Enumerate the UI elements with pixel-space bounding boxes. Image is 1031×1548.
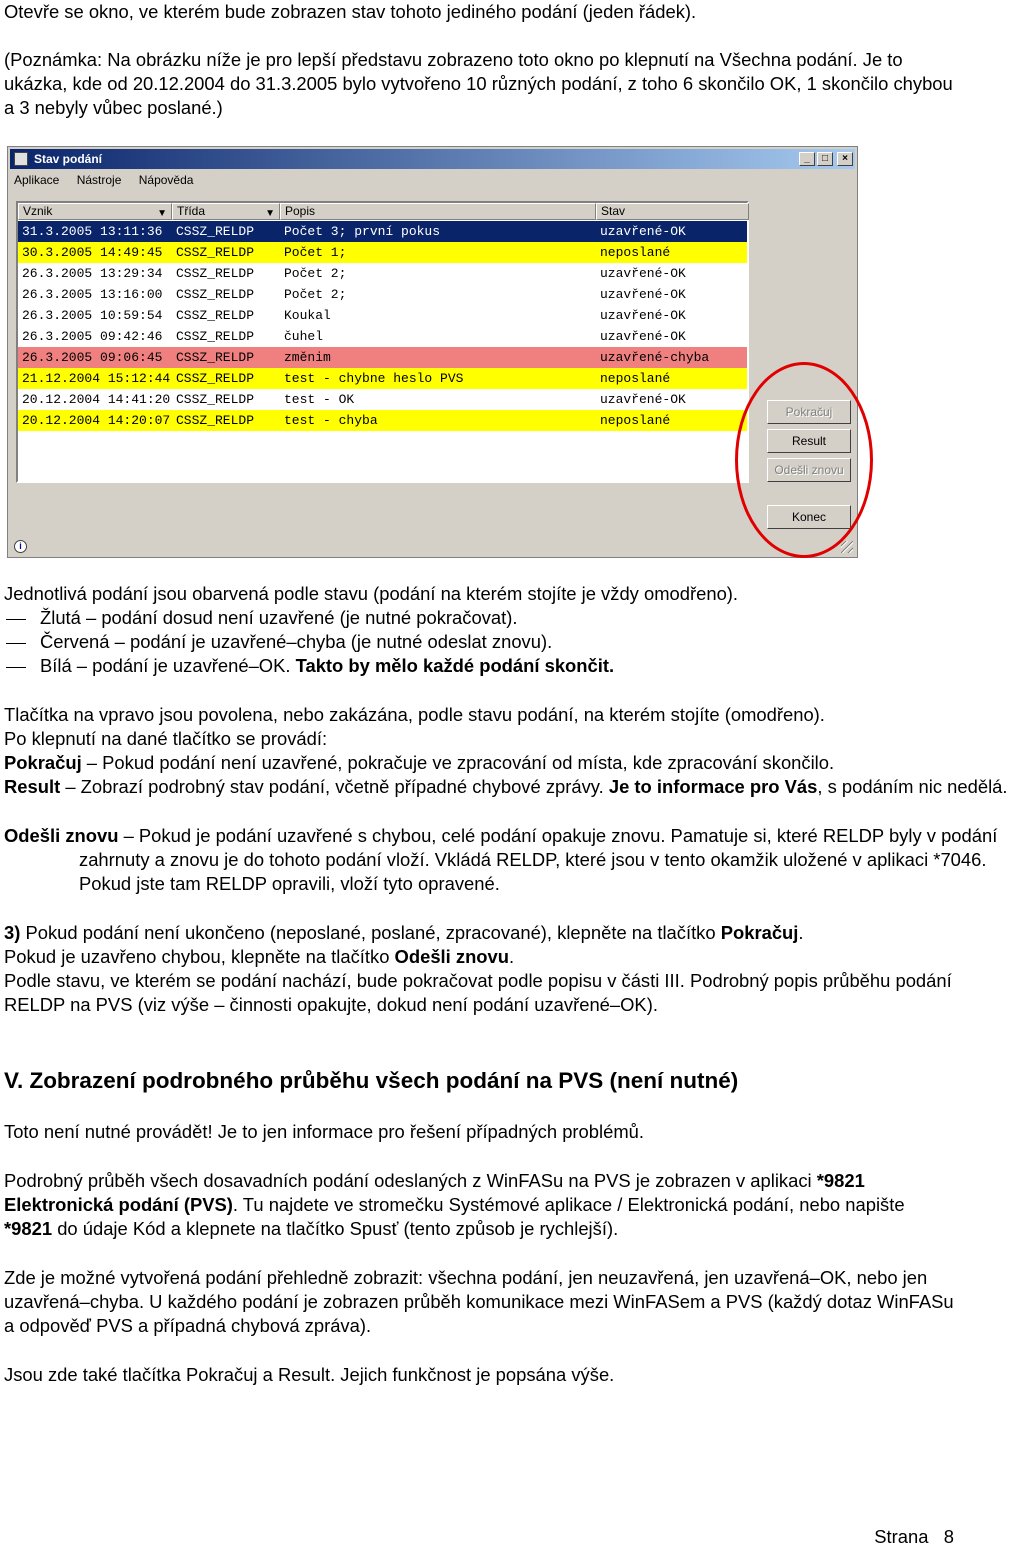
step3-line3: Podle stavu, ve kterém se podání nachází, bude pokračovat podle popisu v části III. Podrobný popis průběhu podání RELDP na PVS (viz výše – činnosti opakujte, dokud není podání uzavřené–OK). <box>4 970 952 1015</box>
cell-vznik: 20.12.2004 14:41:20 <box>22 392 171 407</box>
legend-text-bold: Takto by mělo každé podání skončit. <box>295 655 615 676</box>
intro-note: (Poznámka: Na obrázku níže je pro lepší představu zobrazeno toto okno po klepnutí na Všechna podání. Je to ukázka, kde od 20.12.2004 do 31.3.2005 bylo vytvořeno 10 různých podání, z toho 6 skončilo OK, 1 skončilo chybou a 3 nebyly vůbec poslané.) <box>4 49 953 118</box>
cell-trida: CSSZ_RELDP <box>176 266 255 281</box>
pokracuj-description <box>4 751 1031 775</box>
podani-list[interactable] <box>16 201 749 483</box>
list-header <box>18 203 749 220</box>
cell-vznik: 26.3.2005 13:29:34 <box>22 266 163 281</box>
table-row[interactable] <box>18 368 747 389</box>
pokracuj-button[interactable]: Pokračuj <box>767 400 851 424</box>
section5-p2 <box>4 1169 956 1241</box>
buttons-intro: Tlačítka na vpravo jsou povolena, nebo zakázána, podle stavu podání, na kterém stojíte (omodřeno). <box>4 704 825 725</box>
step3-line2 <box>4 945 956 969</box>
definition: – Zobrazí podrobný stav podání, včetně případné chybové zprávy. <box>60 776 609 797</box>
legend-item-white <box>6 654 614 678</box>
cell-vznik: 26.3.2005 09:06:45 <box>22 350 163 365</box>
cell-trida: CSSZ_RELDP <box>176 413 255 428</box>
definition: – Pokud je podání uzavřené s chybou, celé podání opakuje znovu. Pamatuje si, které RELDP byly v podání zahrnuty a znovu je do tohoto podání vloží. Vkládá RELDP, které jsou v tento okamžik uložené v aplikaci *7046. Pokud jste tam RELDP opravili, vloží tyto opravené. <box>79 825 998 894</box>
cell-vznik: 26.3.2005 13:16:00 <box>22 287 163 302</box>
column-header-stav[interactable] <box>596 203 749 220</box>
column-label: Popis <box>285 204 316 218</box>
cell-trida: CSSZ_RELDP <box>176 371 255 386</box>
filter-icon: ▼ <box>265 208 275 219</box>
text: Pokud podání není ukončeno (neposlané, poslané, zpracované), klepněte na tlačítko <box>20 922 721 943</box>
resize-grip-icon[interactable] <box>841 541 853 553</box>
column-label: Vznik <box>23 204 53 218</box>
text: Pokud je uzavřeno chybou, klepněte na tlačítko <box>4 946 395 967</box>
cell-trida: CSSZ_RELDP <box>176 287 255 302</box>
cell-vznik: 26.3.2005 10:59:54 <box>22 308 163 323</box>
column-label: Stav <box>601 204 626 218</box>
cell-trida: CSSZ_RELDP <box>176 245 255 260</box>
legend-text: Bílá – podání je uzavřené–OK. <box>40 655 296 676</box>
stav-podani-window <box>7 146 858 558</box>
text: . <box>798 922 804 943</box>
cell-stav: uzavřené-OK <box>600 224 686 239</box>
legend-item-yellow <box>6 606 517 630</box>
bold-term: Pokračuj <box>720 922 799 943</box>
cell-stav: uzavřené-OK <box>600 308 686 323</box>
column-header-trida[interactable] <box>172 203 280 220</box>
cell-popis: test - OK <box>284 392 355 407</box>
cell-vznik: 31.3.2005 13:11:36 <box>22 224 163 239</box>
table-row[interactable] <box>18 326 747 347</box>
cell-stav: uzavřené-OK <box>600 392 686 407</box>
window-title: Stav podání <box>34 152 103 166</box>
cell-trida: CSSZ_RELDP <box>176 350 255 365</box>
term: Pokračuj <box>4 752 82 773</box>
cell-popis: Koukal <box>284 308 331 323</box>
dash-bullet <box>6 667 26 668</box>
term: Odešli znovu <box>4 825 119 846</box>
table-row[interactable] <box>18 242 747 263</box>
cell-stav: uzavřené-OK <box>600 329 686 344</box>
cell-popis: čuhel <box>284 329 324 344</box>
legend-item-red <box>6 630 552 654</box>
table-row[interactable] <box>18 347 747 368</box>
cell-vznik: 20.12.2004 14:20:07 <box>22 413 171 428</box>
legend-intro: Jednotlivá podání jsou obarvená podle stavu (podání na kterém stojíte je vždy omodřeno). <box>4 583 739 604</box>
section-heading: V. Zobrazení podrobného průběhu všech podání na PVS (není nutné) <box>4 1068 739 1093</box>
cell-vznik: 26.3.2005 09:42:46 <box>22 329 163 344</box>
step3-line1 <box>4 921 956 945</box>
cell-vznik: 21.12.2004 15:12:44 <box>22 371 171 386</box>
definition-bold: Je to informace pro Vás <box>608 776 818 797</box>
window-titlebar <box>10 149 855 169</box>
bold-term: Odešli znovu <box>394 946 509 967</box>
sort-icon: ▼ <box>157 208 167 219</box>
text: . <box>509 946 515 967</box>
cell-popis: test - chybne heslo PVS <box>284 371 464 386</box>
term: Result <box>4 776 61 797</box>
legend-text: Žlutá – podání dosud není uzavřené (je nutné pokračovat). <box>40 607 518 628</box>
intro-line: Otevře se okno, ve kterém bude zobrazen stav tohoto jediného podání (jeden řádek). <box>4 1 697 22</box>
table-row[interactable] <box>18 410 747 431</box>
status-bar <box>10 539 855 555</box>
maximize-button[interactable]: □ <box>817 152 833 166</box>
cell-trida: CSSZ_RELDP <box>176 329 255 344</box>
cell-stav: neposlané <box>600 413 671 428</box>
cell-trida: CSSZ_RELDP <box>176 392 255 407</box>
buttons-intro-2: Po klepnutí na dané tlačítko se provádí: <box>4 728 328 749</box>
table-row[interactable] <box>18 284 747 305</box>
cell-trida: CSSZ_RELDP <box>176 224 255 239</box>
cell-trida: CSSZ_RELDP <box>176 308 255 323</box>
bold-term: *9821 Elektronická podání (PVS) <box>4 1170 865 1215</box>
cell-popis: Počet 2; <box>284 266 347 281</box>
minimize-button[interactable]: _ <box>799 152 815 166</box>
cell-stav: neposlané <box>600 371 671 386</box>
table-row[interactable] <box>18 263 747 284</box>
odesli-znovu-button[interactable]: Odešli znovu <box>767 458 851 482</box>
info-icon: i <box>14 540 27 553</box>
section5-p3: Zde je možné vytvořená podání přehledně zobrazit: všechna podání, jen neuzavřená, jen uzavřená–OK, nebo jen uzavřená–chyba. U každého podání je zobrazen průběh komunikace mezi WinFASem a PVS (každý dotaz WinFASu a odpověď PVS a případná chybová zpráva). <box>4 1267 954 1336</box>
section5-p1: Toto není nutné provádět! Je to jen informace pro řešení případných problémů. <box>4 1121 644 1142</box>
cell-popis: Počet 1; <box>284 245 347 260</box>
menu-napoveda[interactable]: Nápověda <box>138 173 194 187</box>
cell-popis: Počet 3; první pokus <box>284 224 441 239</box>
result-description <box>4 775 1031 799</box>
text: do údaje Kód a klepnete na tlačítko Spusť (tento způsob je rychlejší). <box>52 1218 619 1239</box>
page-number: Strana 8 <box>874 1526 954 1547</box>
cell-popis: změnim <box>284 350 331 365</box>
menu-aplikace[interactable]: Aplikace <box>14 173 60 187</box>
table-row[interactable] <box>18 389 747 410</box>
dash-bullet <box>6 643 26 644</box>
section5-p4: Jsou zde také tlačítka Pokračuj a Result. Jejich funkčnost je popsána výše. <box>4 1364 615 1385</box>
step-number: 3) <box>4 922 21 943</box>
konec-button[interactable]: Konec <box>767 505 851 529</box>
cell-vznik: 30.3.2005 14:49:45 <box>22 245 163 260</box>
close-button[interactable]: × <box>837 152 853 166</box>
result-button[interactable]: Result <box>767 429 851 453</box>
definition-tail: , s podáním nic nedělá. <box>817 776 1008 797</box>
table-row[interactable] <box>18 305 747 326</box>
cell-stav: uzavřené-OK <box>600 266 686 281</box>
definition: – Pokud podání není uzavřené, pokračuje ve zpracování od místa, kde zpracování skončilo. <box>81 752 835 773</box>
dash-bullet <box>6 619 26 620</box>
menu-nastroje[interactable]: Nástroje <box>76 173 122 187</box>
table-row[interactable] <box>18 221 747 242</box>
column-header-popis[interactable] <box>280 203 596 220</box>
app-icon <box>14 152 28 166</box>
bold-term: *9821 <box>4 1218 53 1239</box>
text: . Tu najdete ve stromečku Systémové aplikace / Elektronická podání, nebo napište <box>232 1194 905 1215</box>
cell-popis: Počet 2; <box>284 287 347 302</box>
odesli-description <box>4 824 1031 896</box>
column-header-vznik[interactable] <box>18 203 172 220</box>
cell-stav: neposlané <box>600 245 671 260</box>
legend-text: Červená – podání je uzavřené–chyba (je nutné odeslat znovu). <box>40 631 553 652</box>
text: Podrobný průběh všech dosavadních podání odeslaných z WinFASu na PVS je zobrazen v aplikaci <box>4 1170 817 1191</box>
highlight-oval <box>735 362 873 558</box>
column-label: Třída <box>177 204 206 218</box>
cell-stav: uzavřené-OK <box>600 287 686 302</box>
cell-popis: test - chyba <box>284 413 378 428</box>
menu-bar <box>14 173 207 191</box>
cell-stav: uzavřené-chyba <box>600 350 710 365</box>
